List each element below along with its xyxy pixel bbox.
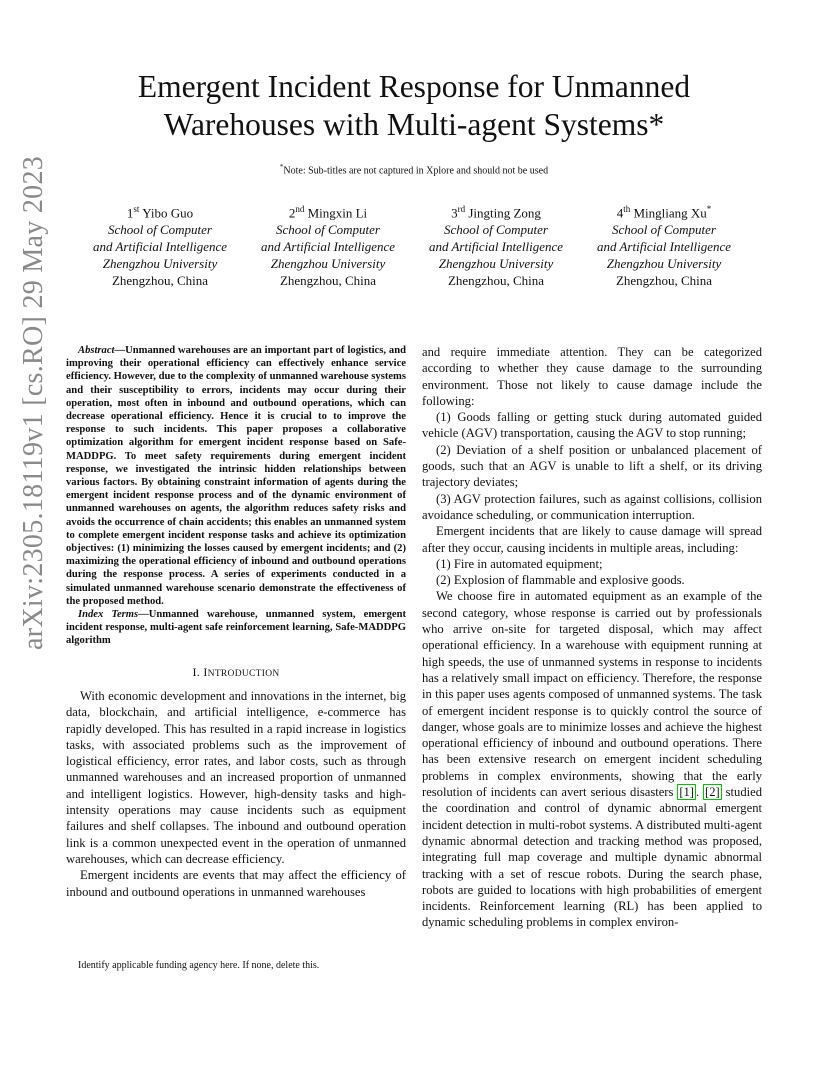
list-item: (1) Fire in automated equipment; [436, 556, 603, 571]
list-item: (3) AGV protection failures, such as against collisions, collision avoidance scheduling, or communication interruption. [422, 491, 762, 522]
section-heading-initial: I [203, 664, 208, 679]
paragraph [422, 588, 762, 930]
author-name: Mingliang Xu [633, 205, 707, 221]
author-dept: School of Computer [444, 222, 548, 238]
paragraph-text: . [696, 785, 704, 800]
author-location: Zhengzhou, China [447, 273, 545, 289]
author-ordinal: 3 [451, 205, 458, 221]
author-location: Zhengzhou, China [111, 273, 209, 289]
author-name: Mingxin Li [307, 205, 368, 221]
author-ordinal-sup: nd [295, 204, 305, 214]
intro-paragraph-2: Emergent incidents are events that may affect the efficiency of inbound and outbound operations in unmanned warehouses [66, 868, 406, 899]
author-dept: School of Computer [276, 222, 380, 238]
author-name: Yibo Guo [142, 205, 194, 221]
author-name: Jingting Zong [468, 205, 541, 221]
left-column [66, 344, 406, 900]
author-ordinal-sup: st [133, 204, 140, 214]
citation-link[interactable]: [1] [679, 785, 694, 800]
list-item: (1) Goods falling or getting stuck during automated guided vehicle (AGV) transportation, causing the AGV to stop running; [422, 410, 762, 441]
intro-paragraph-1: With economic development and innovations in the internet, big data, blockchain, and artificial intelligence, e-commerce has rapidly developed. This has resulted in a rapid increase in logistics tasks, with associated problems such as the improvement of logistical efficiency, error rates, and labor costs, such as through unmanned warehouses and an increased proportion of unmanned and intelligent logistics. However, high-density tasks and high-intensity operations may cause incidents such as equipment failures and shelf collapses. The inbound and outbound operation link is a common unexpected event in the operation of unmanned warehouses, which can decrease efficiency. [66, 688, 406, 866]
author-1 [70, 201, 250, 289]
subtitle-note-text: Note: Sub-titles are not captured in Xplore and should not be used [283, 165, 549, 177]
subtitle-note-mark: * [279, 163, 284, 171]
title-line-1: Emergent Incident Response for Unmanned [137, 69, 691, 104]
abstract [66, 344, 406, 608]
author-ordinal: 1 [126, 205, 134, 221]
index-terms-label: Index Terms [78, 609, 139, 621]
right-column [422, 344, 762, 931]
paragraph-text: We choose fire in automated equipment as an example of the second category, whose response is carried out by professionals who arrive on-site for targeted disposal, which may affect operational efficiency. In a warehouse with equipment running at high speeds, the use of unmanned systems in response to incidents has a relatively small impact on efficiency. Therefore, the response in this paper uses agents composed of unmanned systems. The task of emergent incident response is to quickly control the source of danger, whose goals are to minimize losses and achieve the highest operational efficiency of inbound and outbound operations. There has been extensive research on emergent incident scheduling problems in complex environments, showing that the early resolution of incidents can avert serious disasters [422, 589, 762, 800]
author-dept: School of Computer [108, 222, 212, 238]
section-heading-rest: NTRODUCTION [207, 668, 280, 679]
section-numeral: I. [192, 664, 201, 679]
author-location: Zhengzhou, China [279, 273, 377, 289]
author-university: Zhengzhou University [438, 256, 554, 272]
author-dept-2: and Artificial Intelligence [260, 239, 396, 255]
author-ordinal-sup: rd [457, 204, 466, 214]
author-university: Zhengzhou University [270, 256, 386, 272]
abstract-text: —Unmanned warehouses are an important part of logistics, and improving their operational efficiency can effectively enhance service efficiency. However, due to the complexity of unmanned warehouse systems and their susceptibility to errors, incidents may occur during their operation, most often in inbound and outbound operations, which can decrease operational efficiency. Hence it is crucial to to improve the response to such incidents. This paper proposes a collaborative optimization algorithm for emergent incident response based on Safe-MADDPG. To meet safety requirements during emergent incident response, we investigated the intrinsic hidden relationships between various factors. By obtaining constraint information of agents during the emergent incident response process and of the dynamic environment of unmanned warehouses on agents, the algorithm reduces safety risks and avoids the occurrence of chain accidents; this enables an unmanned system to complete emergent incident response tasks and achieve its optimization objectives: (1) minimizing the losses caused by emergent incidents; and (2) maximizing the operational efficiency of inbound and outbound operations during the response process. A series of experiments conducted in a simulated unmanned warehouse scenario demonstrate the effectiveness of the proposed method. [66, 345, 406, 607]
author-ordinal: 4 [616, 205, 624, 221]
author-ordinal: 2 [288, 205, 296, 221]
subtitle-note [0, 163, 828, 176]
index-terms [66, 608, 406, 648]
citation-link[interactable]: [2] [705, 785, 720, 800]
author-dept: School of Computer [612, 222, 716, 238]
author-university: Zhengzhou University [606, 256, 722, 272]
author-3 [406, 201, 586, 289]
abstract-label: Abstract [78, 345, 115, 356]
author-dept-2: and Artificial Intelligence [92, 239, 228, 255]
paragraph: Emergent incidents that are likely to cause damage will spread after they occur, causing incidents in multiple areas, including: [422, 524, 762, 555]
list-item: (2) Deviation of a shelf position or unbalanced placement of goods, such that an AGV is unable to lift a shelf, or its driving trajectory deviates; [422, 442, 762, 490]
paragraph-text: studied the coordination and control of dynamic abnormal emergent incident detection in multi-robot systems. A distributed multi-agent dynamic abnormal detection and tracking method was proposed, integrating full map coverage and multiple dynamic abnormal tracking with a set of rescue robots. During the search phase, robots are guided to locations with high probabilities of emergent incidents. Reinforcement learning (RL) has been applied to dynamic scheduling problems in complex environ- [422, 785, 763, 930]
section-heading [66, 664, 406, 682]
author-ordinal-sup: th [623, 204, 631, 214]
index-terms-text: —Unmanned warehouse, unmanned system, emergent incident response, multi-agent safe reinforcement learning, Safe-MADDPG algorithm [66, 609, 406, 647]
author-dept-2: and Artificial Intelligence [596, 239, 732, 255]
paper-title [80, 68, 748, 144]
list-item: (2) Explosion of flammable and explosive goods. [436, 573, 685, 588]
author-university: Zhengzhou University [102, 256, 218, 272]
author-2 [238, 201, 418, 289]
funding-footnote: Identify applicable funding agency here. If none, delete this. [78, 960, 320, 971]
title-line-2: Warehouses with Multi-agent Systems* [163, 107, 665, 142]
paragraph: and require immediate attention. They can be categorized according to whether they cause damage to the surrounding environment. Those not likely to cause damage include the following: [422, 345, 762, 408]
author-dept-2: and Artificial Intelligence [428, 239, 564, 255]
author-4 [574, 201, 754, 289]
author-mark: * [706, 204, 712, 214]
author-location: Zhengzhou, China [615, 273, 713, 289]
